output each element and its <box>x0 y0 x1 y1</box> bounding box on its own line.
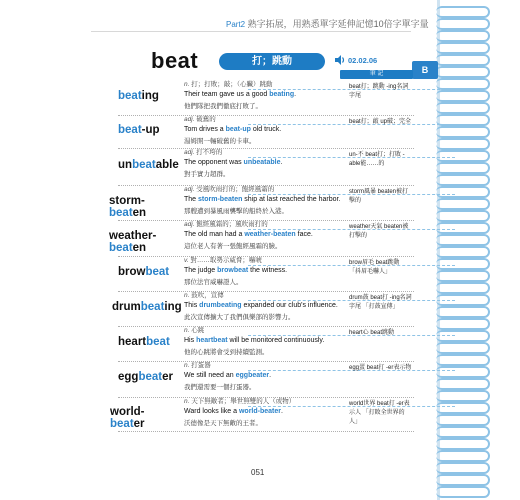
entry-note: beat打；敲 up破；完全 <box>349 119 412 125</box>
example-keyword: browbeat <box>217 267 249 274</box>
headword-meaning: 打；跳動 <box>219 53 325 70</box>
binding-ring <box>436 426 490 438</box>
example-keyword: drumbeating <box>199 302 242 309</box>
example-text: The <box>184 196 199 203</box>
definition-text: 心跳 <box>191 327 205 334</box>
entry-word <box>109 195 177 219</box>
example-text-end: old truck. <box>250 126 282 133</box>
example-english <box>184 267 287 274</box>
entry-note: weather天氣 beaten被打擊的 <box>349 224 409 239</box>
header-title: 熟字拓展，用熟悉單字延伸記憶10倍字單字量 <box>247 19 429 29</box>
example-keyword: heartbeat <box>196 337 228 344</box>
header-part: Part2 <box>226 20 246 29</box>
entry-word <box>118 266 186 278</box>
binding-rings <box>436 6 496 496</box>
binding-ring <box>436 234 490 246</box>
example-chinese: 他的心跳將會受到持續監測。 <box>184 349 269 356</box>
binding-ring <box>436 162 490 174</box>
word-suffix: able <box>155 159 179 171</box>
binding-ring <box>436 18 490 30</box>
binding-ring <box>436 150 490 162</box>
page-number: 051 <box>251 468 265 477</box>
example-text: The old man had a <box>184 231 245 238</box>
example-english <box>184 302 338 309</box>
binding-ring <box>436 90 490 102</box>
example-english <box>184 337 324 344</box>
entry-note: brow眉毛 beat跳動 「抖眉毛嚇人」 <box>349 260 400 275</box>
example-chinese: 湯姆開一輛破舊的卡車。 <box>184 138 256 145</box>
part-of-speech: adj. <box>184 116 195 123</box>
part-of-speech: n. <box>184 81 190 88</box>
part-of-speech: v. <box>184 257 189 264</box>
example-chinese: 我們還需要一個打蛋器。 <box>184 384 256 391</box>
binding-ring <box>436 42 490 54</box>
binding-ring <box>436 330 490 342</box>
headword: beat <box>151 48 199 73</box>
entry-row <box>110 397 414 432</box>
tab-letter-b[interactable]: B <box>412 61 438 79</box>
definition-text: 受風吹雨打的；飽經風霜的 <box>196 186 275 193</box>
definition-text: 打；打敗；敲；（心臟）跳動 <box>191 81 273 88</box>
entry-definition <box>184 147 222 156</box>
example-chinese: 那艘遭到暴風雨襲擊的船終於入港。 <box>184 208 288 215</box>
word-suffix: ing <box>164 301 182 313</box>
word-root: beat <box>118 90 142 102</box>
example-text-end: . <box>294 91 297 98</box>
example-text: The opponent was <box>184 159 244 166</box>
entry-note: world世界 beat打 -er表示人 「打敗全世界的人」 <box>349 401 410 425</box>
word-root: beat <box>138 371 163 383</box>
example-keyword: storm-beaten <box>198 196 243 203</box>
entry-definition <box>184 114 216 123</box>
definition-text: 鼓吹，宣傳 <box>191 292 224 299</box>
example-english <box>184 408 283 415</box>
binding-ring <box>436 306 490 318</box>
binding-ring <box>436 66 490 78</box>
word-root: beat <box>109 242 133 254</box>
binding-ring <box>436 30 490 42</box>
binding-ring <box>436 390 490 402</box>
entry-row <box>118 361 414 398</box>
entry-definition <box>184 396 295 405</box>
binding-ring <box>436 318 490 330</box>
word-root: beat <box>140 301 165 313</box>
binding-ring <box>436 54 490 66</box>
binding-ring <box>436 198 490 210</box>
part-of-speech: n. <box>184 327 190 334</box>
part-of-speech: n. <box>184 292 190 299</box>
binding-ring <box>436 474 490 486</box>
example-text-end: the witness. <box>248 267 288 274</box>
example-text: This <box>184 302 200 309</box>
example-text-end: . <box>281 408 283 415</box>
entry-row <box>118 148 414 186</box>
entry-definition <box>184 325 204 334</box>
entry-word <box>118 159 186 171</box>
word-prefix: world- <box>110 406 145 418</box>
entry-definition <box>184 219 268 228</box>
example-keyword: weather-beaten <box>244 231 296 238</box>
example-chinese: 他們隊把我們徹底打敗了。 <box>184 103 262 110</box>
binding-ring <box>436 210 490 222</box>
entry-word <box>118 371 186 383</box>
example-english <box>184 91 296 98</box>
example-chinese: 這位老人有著一張飽經風霜的臉。 <box>184 243 282 250</box>
example-text-end: will be monitored continuously. <box>227 337 325 344</box>
binding-ring <box>436 138 490 150</box>
entry-note: heart心 beat跳動 <box>349 330 395 336</box>
example-text-end: ship at last reached the harbor. <box>242 196 341 203</box>
definition-text: 打蛋器 <box>191 362 211 369</box>
example-text: Tom drives a <box>184 126 226 133</box>
example-keyword: world-beater <box>238 408 281 415</box>
example-text: The judge <box>184 267 218 274</box>
binding-ring <box>436 186 490 198</box>
entry-row <box>118 326 414 362</box>
word-prefix: weather- <box>109 230 157 242</box>
binding-ring <box>436 486 490 498</box>
entry-row <box>112 291 414 327</box>
word-suffix: er <box>162 371 173 383</box>
binding-ring <box>436 462 490 474</box>
word-suffix: -up <box>141 124 160 136</box>
binding-ring <box>436 258 490 270</box>
binding-ring <box>436 246 490 258</box>
part-of-speech: n. <box>184 398 190 405</box>
binding-ring <box>436 354 490 366</box>
word-root: beat <box>145 266 170 278</box>
example-text-end: . <box>269 372 272 379</box>
example-text: Their team gave us a good <box>184 91 270 98</box>
word-suffix: ing <box>141 90 159 102</box>
binding-ring <box>436 102 490 114</box>
entry-note: egg蛋 beat打 -er表示物 <box>349 365 412 371</box>
example-english <box>184 126 281 133</box>
word-prefix: drum <box>112 301 141 313</box>
word-prefix: storm- <box>109 195 145 207</box>
entry-row <box>118 256 414 292</box>
example-english <box>184 196 340 203</box>
example-keyword: beat-up <box>225 126 251 133</box>
binding-ring <box>436 342 490 354</box>
entry-row <box>118 115 414 149</box>
example-text-end: expanded our club's influence. <box>241 302 338 309</box>
word-prefix: heart <box>118 336 147 348</box>
speaker-icon[interactable] <box>334 54 346 66</box>
entry-definition <box>184 360 211 369</box>
example-english <box>184 372 271 379</box>
notes-column-label: 筆 記 <box>340 70 413 79</box>
entry-word <box>118 90 186 102</box>
entry-definition <box>184 290 224 299</box>
entry-row <box>118 80 414 116</box>
binding-ring <box>436 6 490 18</box>
word-prefix: egg <box>118 371 139 383</box>
entry-definition <box>184 184 274 193</box>
part-of-speech: adj. <box>184 186 195 193</box>
part-of-speech: n. <box>184 362 190 369</box>
example-chinese: 那位法官威嚇證人。 <box>184 279 243 286</box>
binding-ring <box>436 378 490 390</box>
entry-definition <box>184 255 262 264</box>
definition-text: 破舊的 <box>196 116 216 123</box>
example-text-end: face. <box>295 231 313 238</box>
header-divider <box>91 31 411 32</box>
definition-text: 天下無敵者；舉世無雙的人（或物） <box>191 398 296 405</box>
word-prefix: un <box>118 159 133 171</box>
part-of-speech: adj. <box>184 149 195 156</box>
binding-ring <box>436 222 490 234</box>
binding-ring <box>436 282 490 294</box>
word-prefix: brow <box>118 266 146 278</box>
entry-note: storm風暴 beaten被打擊的 <box>349 189 409 204</box>
audio-track-number: 02.02.06 <box>348 56 378 65</box>
entry-word <box>118 124 186 136</box>
example-english <box>184 159 282 166</box>
part-of-speech: adj. <box>184 221 195 228</box>
entry-definition <box>184 79 272 88</box>
binding-ring <box>436 450 490 462</box>
example-keyword: eggbeater <box>235 372 270 379</box>
example-text: We still need an <box>184 372 236 379</box>
entry-note: un-不 beat打；打敗 -able能……的 <box>349 152 405 167</box>
example-chinese: 沃德像是天下無敵的王者。 <box>184 420 262 427</box>
word-suffix: en <box>132 207 147 219</box>
example-keyword: beating <box>269 91 295 98</box>
word-root: beat <box>109 207 133 219</box>
word-root: beat <box>110 418 134 430</box>
word-suffix: er <box>133 418 145 430</box>
page-header <box>226 17 429 30</box>
binding-ring <box>436 402 490 414</box>
entry-row <box>109 185 414 221</box>
entry-word <box>118 336 186 348</box>
entry-row <box>109 220 414 257</box>
entry-word <box>112 301 180 313</box>
entry-word <box>109 230 177 254</box>
example-text: Ward looks like a <box>184 408 239 415</box>
definition-text: 對……取勢示威脅；嚇唬 <box>190 257 262 264</box>
example-text: His <box>184 337 197 344</box>
definition-text: 打不垮的 <box>196 149 223 156</box>
entry-note: drum鼓 beat打 -ing名詞字尾 「打鼓宣傳」 <box>349 295 412 310</box>
entry-word <box>110 406 178 430</box>
word-suffix: en <box>132 242 147 254</box>
binding-ring <box>436 438 490 450</box>
definition-text: 飽經風霜的；風吹雨打的 <box>196 221 268 228</box>
binding-ring <box>436 366 490 378</box>
entry-note: beat打；跳動 -ing名詞字尾 <box>349 84 409 99</box>
example-chinese: 此次宣傳擴大了我們俱樂部的影響力。 <box>184 314 295 321</box>
binding-ring <box>436 414 490 426</box>
word-root: beat <box>118 124 142 136</box>
example-keyword: unbeatable <box>243 159 281 166</box>
word-root: beat <box>132 159 156 171</box>
binding-ring <box>436 126 490 138</box>
example-chinese: 對手實力超群。 <box>184 171 230 178</box>
example-text-end: . <box>280 159 283 166</box>
example-english <box>184 231 313 238</box>
binding-ring <box>436 174 490 186</box>
word-root: beat <box>146 336 170 348</box>
binding-ring <box>436 270 490 282</box>
